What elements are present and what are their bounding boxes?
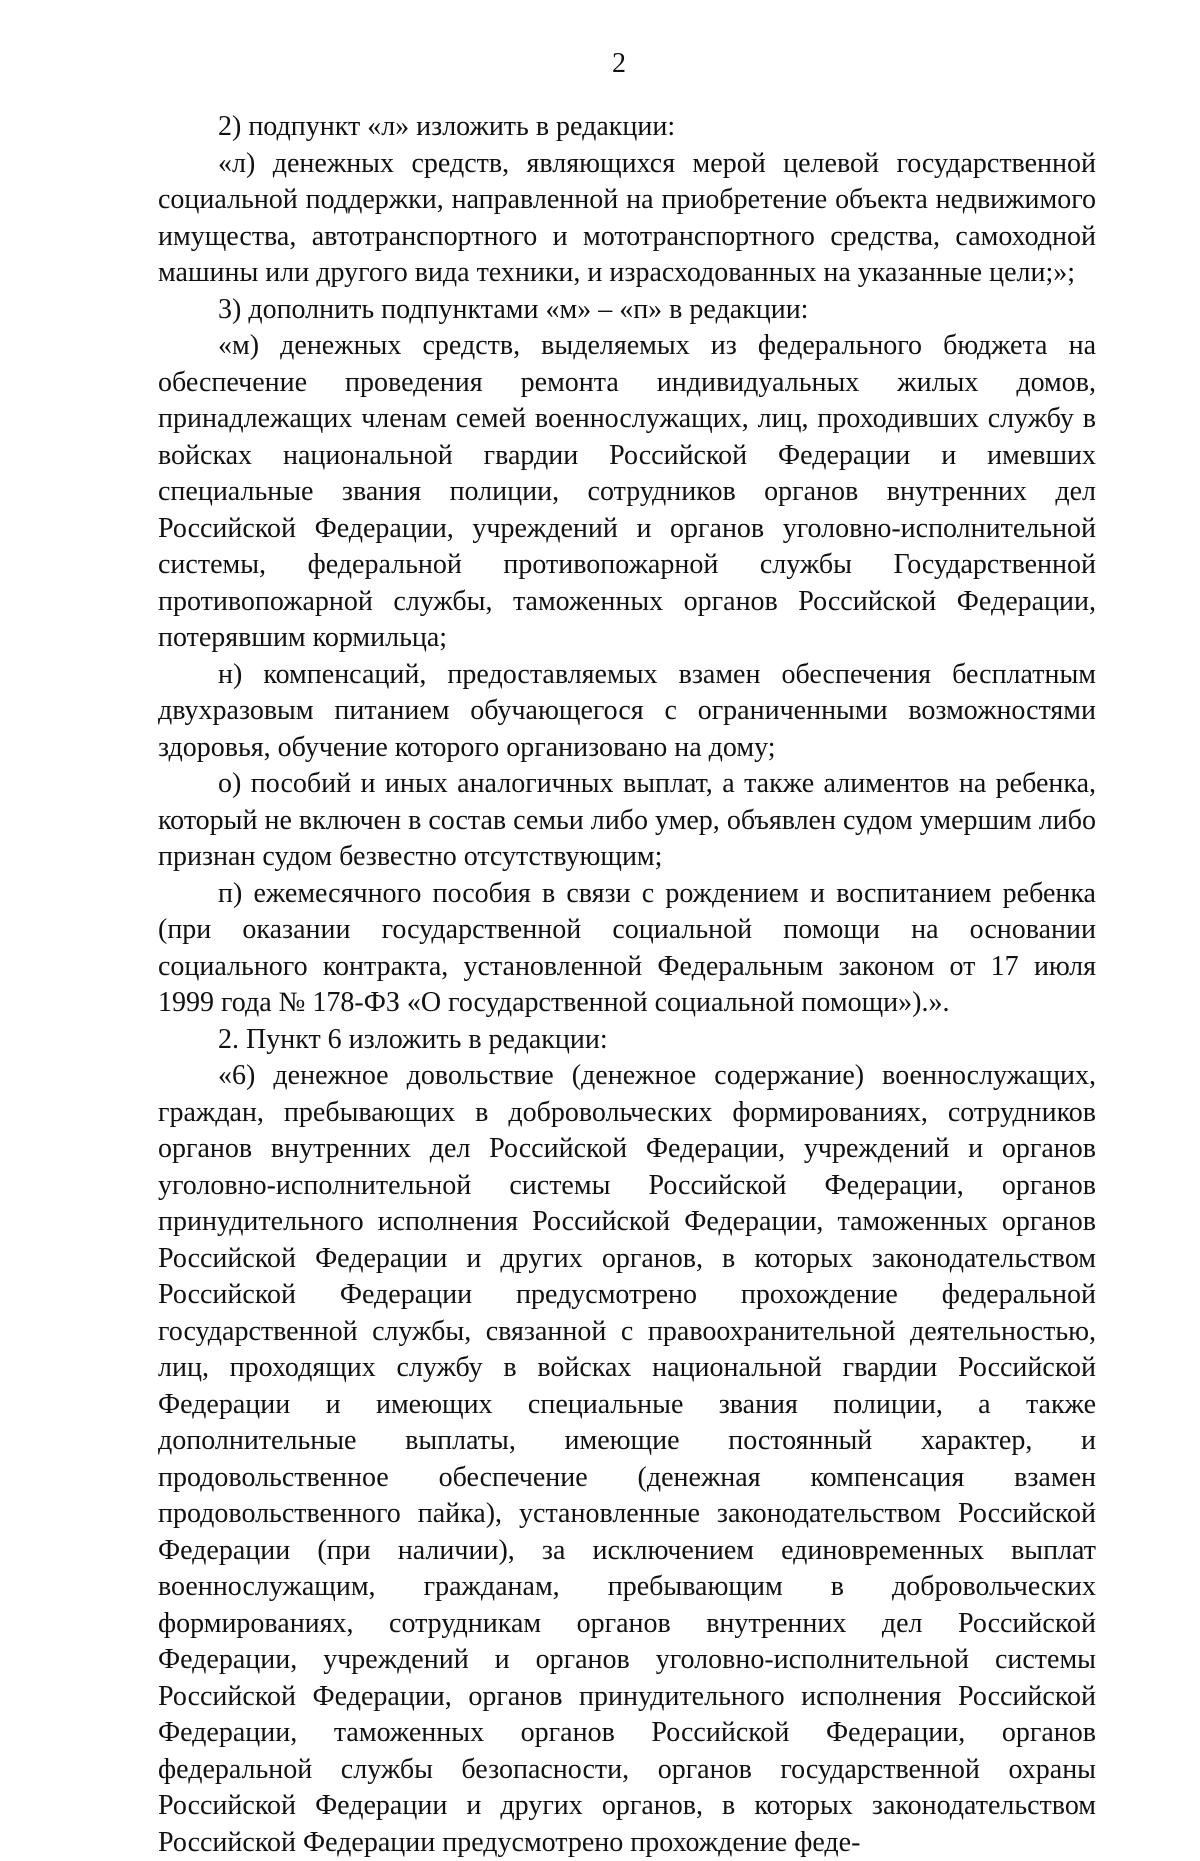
paragraph-item-2: 2. Пункт 6 изложить в редакции: bbox=[218, 1023, 608, 1055]
paragraph-subitem-p: п) ежемесячного пособия в связи с рождением и воспитанием ребенка (при оказании государственной социальной помощи на основании социального контракта, установленной Федеральным законом от 17 июля 1999 года № 178-ФЗ «О государственной социальной помощи»).». bbox=[158, 877, 1096, 1018]
paragraph-subitem-n: н) компенсаций, предоставляемых взамен обеспечения бесплатным двухразовым питанием обучающегося с ограниченными возможностями здоровья, обучение которого организовано на дому; bbox=[158, 658, 1096, 763]
paragraph-subitem-2: 2) подпункт «л» изложить в редакции: bbox=[218, 111, 676, 142]
paragraph-subitem-m: «м) денежных средств, выделяемых из федерального бюджета на обеспечение проведения ремонта индивидуальных жилых домов, принадлежащих членам семей военнослужащих, лиц, проходивших службу в войсках национальной гвардии Российской Федерации и имевших специальные звания полиции, сотрудников органов внутренних дел Российской Федерации, учреждений и органов уголовно-исполнительной системы, федеральной противопожарной службы Государственной противопожарной службы, таможенных органов Российской Федерации, потерявшим кормильца; bbox=[158, 330, 1096, 653]
document-body bbox=[158, 109, 1096, 1861]
paragraph-subitem-o: о) пособий и иных аналогичных выплат, а также алиментов на ребенка, который не включен в состав семьи либо умер, объявлен судом умершим либо признан судом безвестно отсутствующим; bbox=[158, 768, 1096, 872]
paragraph-item-6: «6) денежное довольствие (денежное содержание) военнослужащих, граждан, пребывающих в добровольческих формированиях, сотрудников органов внутренних дел Российской Федерации, учреждений и органов уголовно-исполнительной системы Российской Федерации, органов принудительного исполнения Российской Федерации, таможенных органов Российской Федерации и других органов, в которых законодательством Российской Федерации предусмотрено прохождение федеральной государственной службы, связанной с правоохранительной деятельностью, лиц, проходящих службу в войсках национальной гвардии Российской Федерации и имеющих специальные звания полиции, а также дополнительные выплаты, имеющие постоянный характер, и продовольственное обеспечение (денежная компенсация взамен продовольственного пайка), установленные законодательством Российской Федерации (при наличии), за исключением единовременных выплат военнослужащим, гражданам, пребывающим в добровольческих формированиях, сотрудникам органов внутренних дел Российской Федерации, учреждений и органов уголовно-исполнительной системы Российской Федерации, органов принудительного исполнения Российской Федерации, таможенных органов Российской Федерации, органов федеральной службы безопасности, органов государственной охраны Российской Федерации и других органов, в которых законодательством Российской Федерации предусмотрено прохождение феде- bbox=[158, 1060, 1096, 1858]
paragraph-subitem-3: 3) дополнить подпунктами «м» – «п» в редакции: bbox=[218, 293, 809, 325]
paragraph-subitem-l: «л) денежных средств, являющихся мерой целевой государственной социальной поддержки, направленной на приобретение объекта недвижимого имущества, автотранспортного и мототранспортного средства, самоходной машины или другого вида техники, и израсходованных на указанные цели;»; bbox=[158, 147, 1096, 288]
page-number: 2 bbox=[612, 48, 626, 79]
